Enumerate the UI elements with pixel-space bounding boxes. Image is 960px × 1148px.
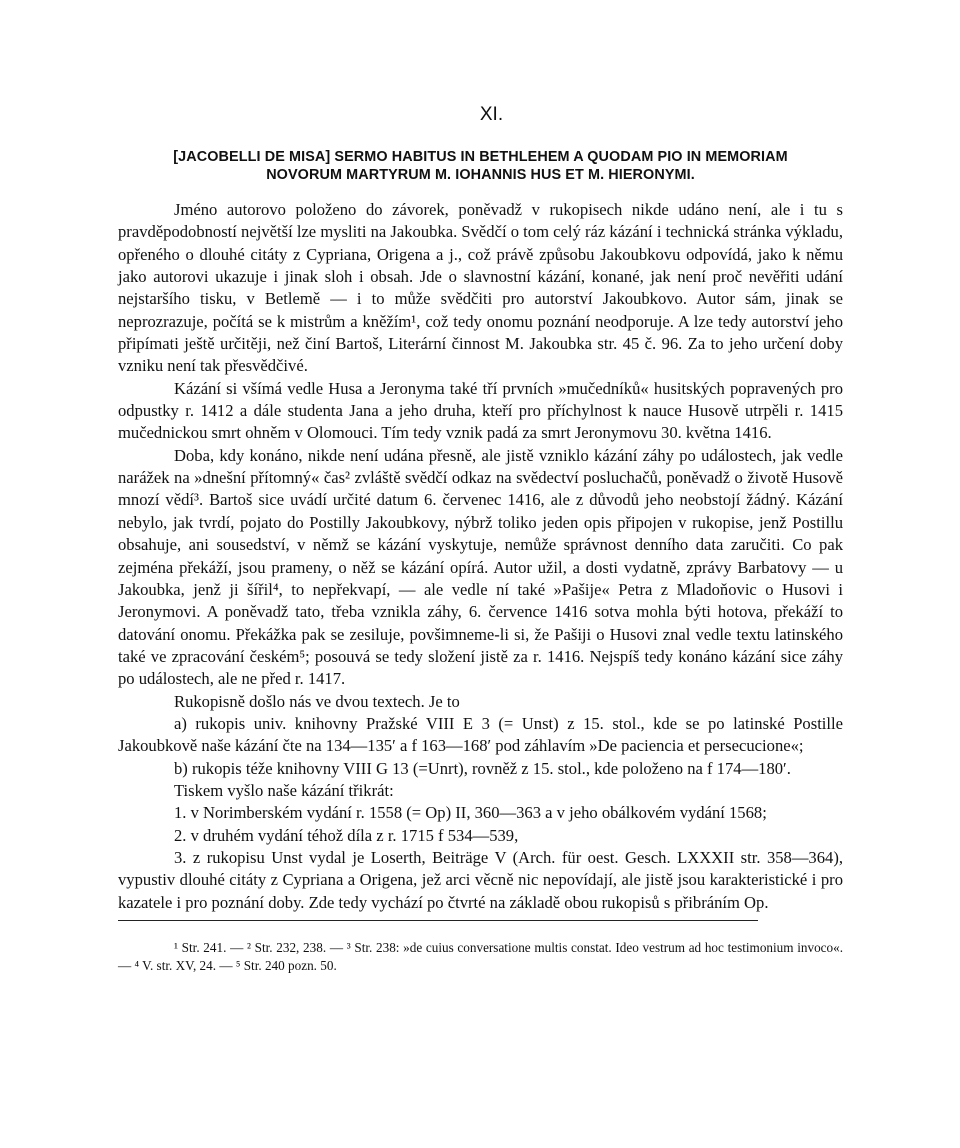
- page-title: [118, 148, 843, 184]
- title-line-1: [JACOBELLI DE MISA] SERMO HABITUS IN BETHLEHEM A QUODAM PIO IN MEMORIAM: [173, 149, 788, 165]
- paragraph: Rukopisně došlo nás ve dvou textech. Je to: [174, 691, 460, 711]
- print-intro: Tiskem vyšlo naše kázání třikrát:: [174, 780, 394, 800]
- paragraph: Jméno autorovo položeno do závorek, poněvadž v rukopisech nikde udáno není, ale i tu s pravděpodobností největší lze mysliti na Jakoubka. Svědčí o tom celý ráz kázání i technická stránka výkladu, opřeného o dlouhé citáty z Cypriana, Origena a j., což právě způsobu Jakoubkovu odpovídá, jako k němu jako autorovi ukazuje i jinak sloh i obsah. Jde o slavnostní kázání, konané, jak není proč nevěřiti udání nejstaršího tisku, v Betlemě — i to může svědčiti pro autorství Jakoubkovo. Autor sám, jinak se neprozrazuje, počítá se k mistrům a kněžím¹, což tedy onomu poznání neodporuje. A lze tedy autorství jeho připímati ještě určitěji, než činí Bartoš, Literární činnost M. Jakoubka str. 45 č. 96. Za to jeho určení doby vzniku není tak přesvědčivé.: [118, 200, 843, 376]
- print-item: 3. z rukopisu Unst vydal je Loserth, Beiträge V (Arch. für oest. Gesch. LXXXII str. 358—364), vypustiv dlouhé citáty z Cypriana a Origena, jež arci věcně nic nepovídají, ale jistě jsou karakteristické i pro kazatele i pro poznání doby. Zde tedy vychází po čtvrté na základě obou rukopisů s přibráním Op.: [118, 847, 843, 912]
- manuscript-item: a) rukopis univ. knihovny Pražské VIII E 3 (= Unst) z 15. stol., kde se po latinské Postille Jakoubkově naše kázání čte na 134—135′ a f 163—168′ pod záhlavím »De paciencia et persecucione«;: [118, 713, 843, 756]
- manuscript-item: b) rukopis téže knihovny VIII G 13 (=Unrt), rovněž z 15. stol., kde položeno na f 174—180′.: [174, 758, 791, 778]
- body-text: [118, 199, 843, 914]
- page: [118, 104, 843, 975]
- paragraph: Doba, kdy konáno, nikde není udána přesně, ale jistě vzniklo kázání záhy po událostech, jak vedle narážek na »dnešní přítomný« čas² zvláště svědčí odkaz na svědectví posluchačů, poněvadž o životě Husově mnozí vědí³. Bartoš sice uvádí určité datum 6. červenec 1416, ale z důvodů jeho neobstojí žádný. Kázání nebylo, jak tvrdí, pojato do Postilly Jakoubkovy, nýbrž toliko jeden opis připojen v rukopise, jenž Postillu obsahuje, ani sousedství, v němž se kázání vyskytuje, nemůže správnost denního data zaručiti. Co pak zejména překáží, jsou prameny, o něž se kázání opírá. Autor užil, a dosti vydatně, zprávy Barbatovy — u Jakoubka, jenž ji šířil⁴, to nepřekvapí, — ale vedle ní také »Pašije« Petra z Mladoňovic o Husovi i Jeronymovi. A poněvadž tato, třeba vznikla záhy, 6. července 1416 sotva mohla býti hotova, překáží to datování onomu. Překážka pak se zesiluje, povšimneme-li si, že Pašiji o Husovi znal vedle textu latinského také ve zpracování českém⁵; posouvá se tedy složení jistě za r. 1416. Nejspíš tedy konáno kázání sice záhy po událostech, ale ne před r. 1417.: [118, 445, 843, 689]
- footnotes: [118, 939, 843, 975]
- paragraph: Kázání si všímá vedle Husa a Jeronyma také tří prvních »mučedníků« husitských popravených pro odpustky r. 1412 a dále studenta Jana a jeho druha, kteří pro příchylnost k nauce Husově utrpěli r. 1415 mučednickou smrt ohněm v Olomouci. Tím tedy vznik padá za smrt Jeronymovu 30. května 1416.: [118, 378, 843, 443]
- footnote-divider: [118, 920, 758, 921]
- print-item: 1. v Norimberském vydání r. 1558 (= Op) II, 360—363 a v jeho obálkovém vydání 1568;: [174, 803, 767, 823]
- print-item: 2. v druhém vydání téhož díla z r. 1715 f 534—539,: [174, 825, 519, 845]
- title-line-2: NOVORUM MARTYRUM M. IOHANNIS HUS ET M. HIERONYMI.: [266, 167, 695, 183]
- chapter-number: XI.: [479, 104, 504, 125]
- footnote-text: ¹ Str. 241. — ² Str. 232, 238. — ³ Str. 238: »de cuius conversatione multis constat. Ideo vestrum ad hoc testimonium invoco«. — ⁴ V. str. XV, 24. — ⁵ Str. 240 pozn. 50.: [118, 940, 843, 973]
